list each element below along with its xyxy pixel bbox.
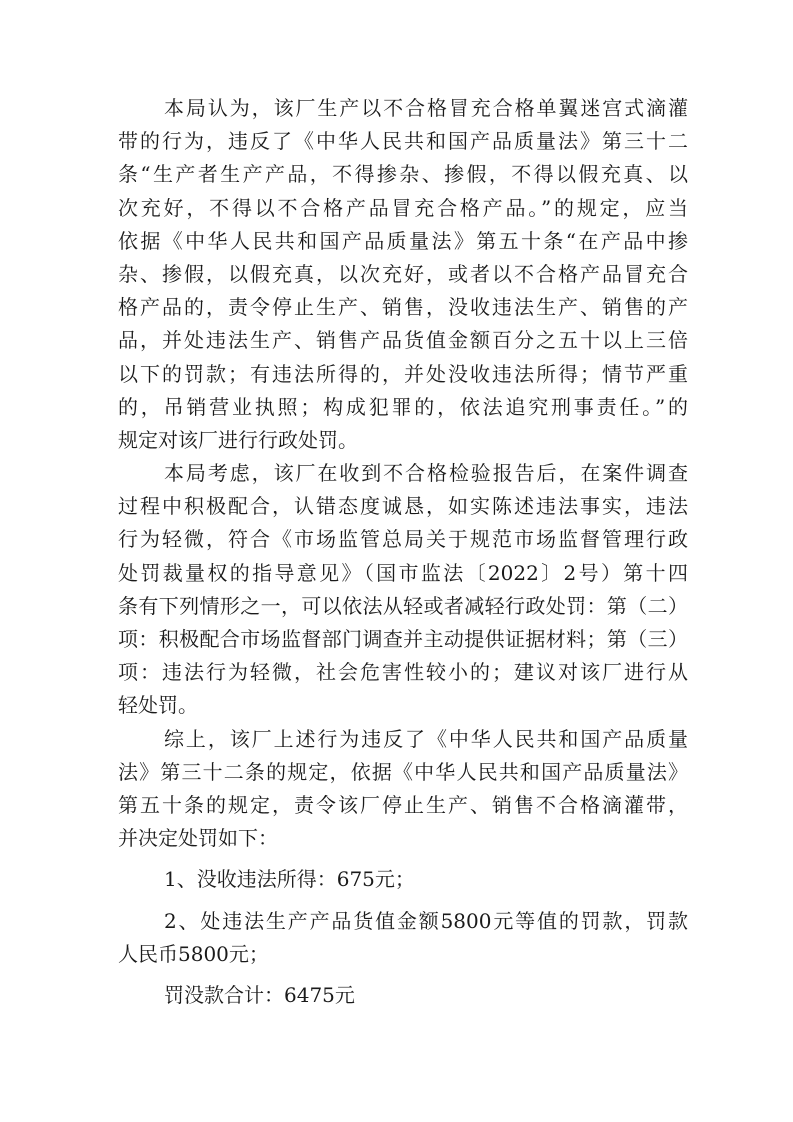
text-line: 次充好，不得以不合格产品冒充合格产品。”的规定，应当	[118, 195, 688, 220]
text-line: 依据《中华人民共和国产品质量法》第五十条“在产品中掺	[118, 228, 688, 253]
text-line: 轻处罚。	[118, 693, 198, 718]
text-line: 过程中积极配合，认错态度诚恳，如实陈述违法事实，违法	[118, 494, 688, 519]
text-line: 并决定处罚如下：	[118, 826, 278, 851]
text-line: 项：积极配合市场监督部门调查并主动提供证据材料；第（三）	[118, 627, 688, 651]
text-line: 项：违法行为轻微，社会危害性较小的；建议对该厂进行从	[118, 660, 688, 685]
paragraph-mitigation	[118, 457, 688, 723]
penalty-item-confiscation: 1、没收违法所得：675元；	[164, 867, 415, 892]
text-line: 格产品的，责令停止生产、销售，没收违法生产、销售的产	[118, 295, 688, 320]
text-line: 杂、掺假，以假充真，以次充好，或者以不合格产品冒充合	[118, 261, 688, 286]
text-line: 法》第三十二条的规定，依据《中华人民共和国产品质量法》	[118, 759, 688, 784]
text-line: 处罚裁量权的指导意见》（国市监法〔2022〕2号）第十四	[118, 560, 688, 585]
penalty-item-fine-amount: 人民币5800元；	[118, 941, 269, 966]
text-line: 本局考虑，该厂在收到不合格检验报告后，在案件调查	[164, 461, 688, 486]
text-line: 带的行为，违反了《中华人民共和国产品质量法》第三十二	[118, 129, 688, 154]
text-line: 条“生产者生产产品，不得掺杂、掺假，不得以假充真、以	[118, 162, 688, 187]
text-line: 第五十条的规定，责令该厂停止生产、销售不合格滴灌带，	[118, 792, 688, 817]
penalty-list	[118, 863, 688, 1012]
text-line: 行为轻微，符合《市场监管总局关于规范市场监督管理行政	[118, 527, 688, 552]
paragraph-violation-finding	[118, 92, 688, 457]
text-line: 以下的罚款；有违法所得的，并处没收违法所得；情节严重	[118, 361, 688, 386]
document-body	[118, 92, 688, 1012]
penalty-total: 罚没款合计：6475元	[164, 982, 355, 1007]
penalty-item-fine: 2、处违法生产产品货值金额5800元等值的罚款，罚款	[164, 908, 688, 933]
text-line: 品，并处违法生产、销售产品货值金额百分之五十以上三倍	[118, 328, 688, 353]
text-line: 规定对该厂进行行政处罚。	[118, 427, 358, 452]
text-line: 综上，该厂上述行为违反了《中华人民共和国产品质量	[164, 726, 688, 751]
text-line: 的，吊销营业执照；构成犯罪的，依法追究刑事责任。”的	[118, 394, 688, 419]
paragraph-conclusion	[118, 723, 688, 856]
text-line: 本局认为，该厂生产以不合格冒充合格单翼迷宫式滴灌	[164, 96, 688, 120]
text-line: 条有下列情形之一，可以依法从轻或者减轻行政处罚：第（二）	[118, 593, 688, 618]
